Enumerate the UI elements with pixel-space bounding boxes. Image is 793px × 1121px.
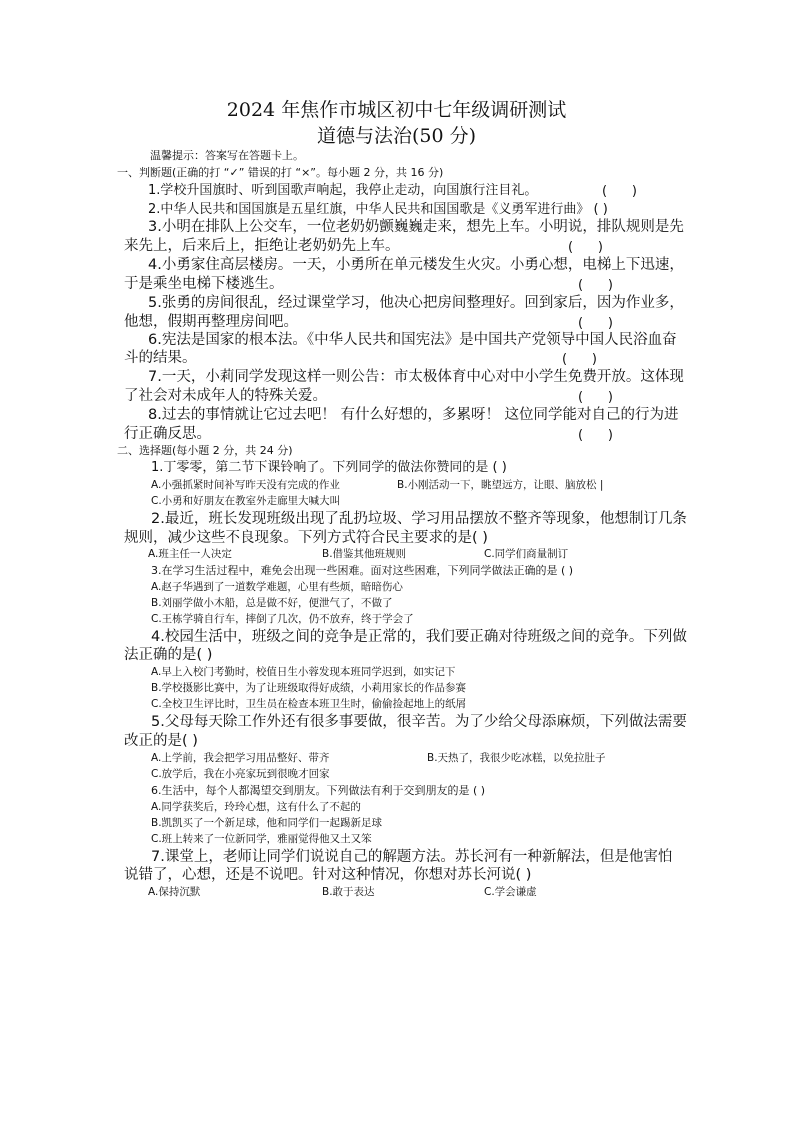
s2-q5-line2: 改正的是( ) — [124, 733, 198, 749]
s2-q2-option-b: B.借鉴其他班规则 — [322, 548, 407, 560]
s2-q2-line2: 规则，减少这些不良现象。下列方式符合民主要求的是( ) — [124, 530, 488, 546]
s2-q1-option-c: C.小勇和好朋友在教室外走廊里大喊大叫 — [151, 495, 341, 507]
s2-q7-line1: 7.课堂上，老师让同学们说说自己的解题方法。苏长河有一种新解法，但是他害怕 — [151, 849, 673, 865]
s2-q5-option-c: C.放学后，我在小亮家玩到很晚才回家 — [151, 768, 330, 780]
s2-q4-line1: 4.校园生活中，班级之间的竞争是正常的，我们要正确对待班级之间的竞争。下列做 — [151, 629, 687, 645]
s2-q7-line2: 说错了，心想，还是不说吧。针对这种情况，你想对苏长河说( ) — [124, 867, 532, 883]
exam-title: 2024 年焦作市城区初中七年级调研测试 — [226, 99, 567, 121]
s2-q5-option-a: A.上学前，我会把学习用品整好、带齐 — [151, 752, 330, 764]
s2-q6-option-a: A.同学获奖后，玲玲心想，这有什么了不起的 — [151, 801, 361, 813]
exam-subtitle: 道德与法治(50 分) — [316, 125, 477, 147]
s2-q4-option-a: A.早上入校门考勤时，校值日生小蓉发现本班同学迟到，如实记下 — [151, 666, 456, 678]
s2-q5-line1: 5.父母每天除工作外还有很多事要做，很辛苦。为了少给父母添麻烦，下列做法需要 — [151, 714, 687, 730]
s1-q6-line2: 斗的结果。 — [124, 350, 197, 366]
s1-q3-line1: 3.小明在排队上公交车，一位老奶奶颤巍巍走来，想先上车。小明说，排队规则是先 — [148, 219, 684, 235]
s1-q3-answer-blank: ( ) — [568, 240, 603, 255]
s1-q5-answer-blank: ( ) — [578, 316, 613, 331]
s2-q1-stem: 1.丁零零，第二节下课铃响了。下列同学的做法你赞同的是 ( ) — [151, 460, 507, 475]
s1-q5-line2: 他想，假期再整理房间吧。 — [124, 314, 298, 330]
s1-q7-line2: 了社会对未成年人的特殊关爱。 — [124, 388, 327, 404]
s1-q1-answer-blank: ( ) — [602, 184, 637, 199]
s1-q8-line2: 行正确反思。 — [124, 426, 211, 442]
s1-q7-line1: 7.一天，小莉同学发现这样一则公告：市太极体育中心对中小学生免费开放。这体现 — [148, 369, 684, 385]
s1-q8-answer-blank: ( ) — [578, 428, 613, 443]
s1-q6-line1: 6.宪法是国家的根本法。《中华人民共和国宪法》是中国共产党领导中国人民浴血奋 — [148, 332, 677, 348]
s2-q1-option-b: B.小刚活动一下，眺望远方，让眼、脑放松 | — [397, 479, 604, 491]
s2-q2-option-a: A.班主任一人决定 — [148, 548, 232, 560]
s2-q7-option-a: A.保持沉默 — [148, 886, 201, 898]
s2-q6-stem: 6.生活中，每个人都渴望交到朋友。下列做法有利于交到朋友的是 ( ) — [151, 784, 486, 797]
s2-q3-stem: 3.在学习生活过程中，难免会出现一些困难。面对这些困难，下列同学做法正确的是 ( ) — [151, 564, 574, 577]
s1-q3-line2: 来先上，后来后上，拒绝让老奶奶先上车。 — [124, 238, 400, 254]
section1-heading: 一、判断题(正确的打 “✓” 错误的打 “×”。每小题 2 分，共 16 分) — [117, 166, 444, 179]
s1-q6-answer-blank: ( ) — [562, 352, 597, 367]
s2-q2-line1: 2.最近，班长发现班级出现了乱扔垃圾、学习用品摆放不整齐等现象，他想制订几条 — [151, 511, 687, 527]
s2-q2-option-c: C.同学们商量制订 — [484, 548, 569, 560]
s2-q4-line2: 法正确的是( ) — [124, 647, 213, 663]
s2-q7-option-b: B.敢于表达 — [322, 886, 375, 898]
s2-q7-option-c: C.学会谦虚 — [484, 886, 537, 898]
s2-q4-option-b: B.学校摄影比赛中，为了让班级取得好成绩，小莉用家长的作品参赛 — [151, 682, 467, 694]
s2-q4-option-c: C.全校卫生评比时，卫生员在检查本班卫生时，偷偷捡起地上的纸屑 — [151, 698, 467, 710]
s2-q6-option-b: B.凯凯买了一个新足球，他和同学们一起踢新足球 — [151, 817, 383, 829]
s1-q1-text: 1.学校升国旗时、听到国歌声响起，我停止走动，向国旗行注目礼。 — [148, 183, 538, 198]
s1-q7-answer-blank: ( ) — [578, 390, 613, 405]
s2-q3-option-b: B.刘丽学做小木船，总是做不好，便泄气了，不做了 — [151, 597, 393, 609]
s2-q5-option-b: B.天热了，我很少吃冰糕，以免拉肚子 — [427, 752, 606, 764]
s2-q3-option-a: A.赵子华遇到了一道数学难题，心里有些烦，暗暗伤心 — [151, 581, 403, 593]
s2-q6-option-c: C.班上转来了一位新同学，雅丽觉得他又土又笨 — [151, 833, 372, 845]
s1-q2-text: 2.中华人民共和国国旗是五星红旗，中华人民共和国国歌是《义勇军进行曲》 ( ) — [148, 202, 608, 217]
s1-q5-line1: 5.张勇的房间很乱，经过课堂学习，他决心把房间整理好。回到家后，因为作业多， — [148, 295, 684, 311]
s2-q1-option-a: A.小强抓紧时间补写昨天没有完成的作业 — [151, 479, 340, 491]
s1-q4-line2: 于是乘坐电梯下楼逃生。 — [124, 276, 284, 292]
s1-q4-line1: 4.小勇家住高层楼房。一天，小勇所在单元楼发生火灾。小勇心想，电梯上下迅速， — [148, 257, 684, 273]
s1-q8-line1: 8.过去的事情就让它过去吧！ 有什么好想的，多累呀！ 这位同学能对自己的行为进 — [148, 407, 679, 423]
section2-heading: 二、选择题(每小题 2 分，共 24 分) — [117, 444, 293, 457]
tip-text: 温馨提示：答案写在答题卡上。 — [150, 149, 304, 162]
s2-q3-option-c: C.王栋学骑自行车，摔倒了几次，仍不放弃，终于学会了 — [151, 613, 414, 625]
s1-q4-answer-blank: ( ) — [578, 278, 613, 293]
